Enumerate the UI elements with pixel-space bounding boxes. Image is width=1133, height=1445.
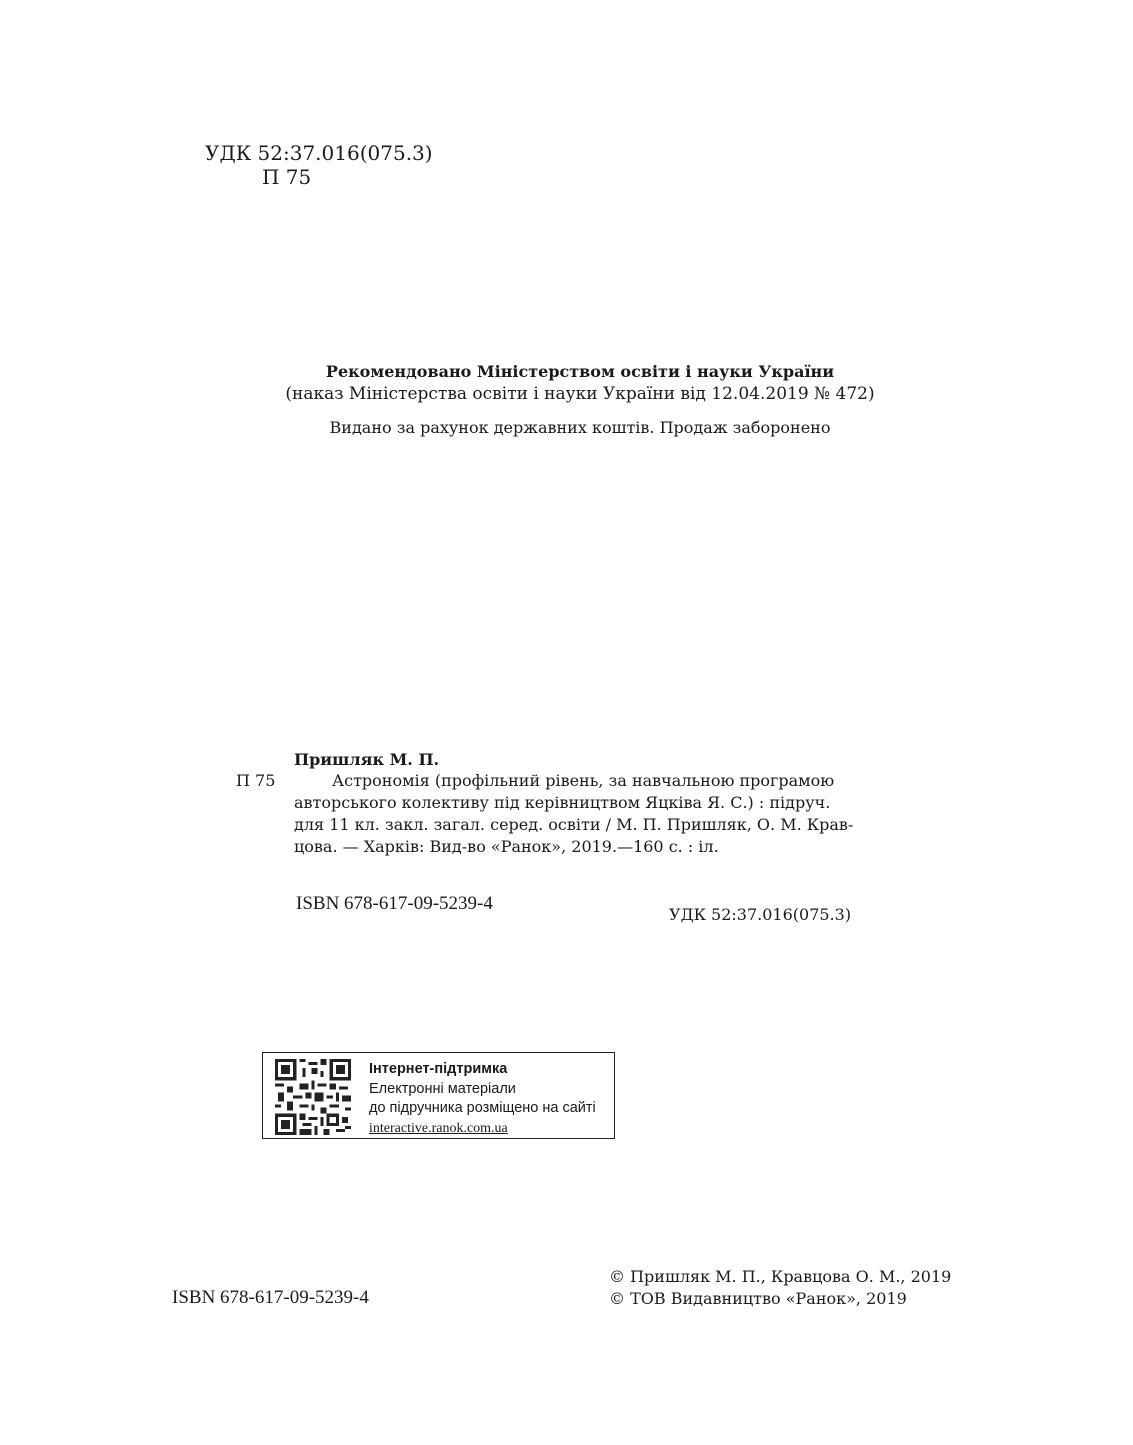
support-title: Інтернет-підтримка: [369, 1061, 508, 1077]
udk-top-code: УДК 52:37.016(075.3): [205, 141, 433, 165]
support-line-2: до підручника розміщено на сайті: [369, 1100, 596, 1116]
copyright-authors: © Пришляк М. П., Кравцова О. М., 2019: [609, 1267, 952, 1286]
bib-isbn: ISBN 678-617-09-5239-4: [296, 893, 493, 914]
support-line-1: Електронні матеріали: [369, 1080, 516, 1097]
author-sign-top: П 75: [262, 165, 312, 189]
recommendation-title: Рекомендовано Міністерством освіти і науки України: [325, 362, 835, 381]
support-text: [369, 1060, 596, 1138]
recommendation-note: Видано за рахунок державних коштів. Продаж заборонено: [329, 418, 831, 437]
recommendation-order: (наказ Міністерства освіти і науки України від 12.04.2019 № 472): [285, 384, 875, 404]
bib-line: авторського колективу під керівництвом Яцківа Я. С.) : підруч.: [294, 793, 831, 812]
support-link[interactable]: interactive.ranok.com.ua: [369, 1120, 508, 1136]
bib-description: [294, 770, 862, 858]
bib-code: П 75: [236, 771, 276, 790]
qr-code-icon[interactable]: [274, 1059, 352, 1135]
internet-support-box: [262, 1052, 615, 1139]
footer-isbn: ISBN 678-617-09-5239-4: [172, 1287, 369, 1308]
udk-header: [205, 141, 433, 189]
bib-line: Астрономія (профільний рівень, за навчальною програмою: [332, 771, 835, 790]
bib-line: для 11 кл. закл. загал. серед. освіти / М. П. Пришляк, О. М. Крав-: [294, 815, 854, 834]
bib-udk: УДК 52:37.016(075.3): [669, 905, 852, 924]
bib-line: цова. — Харків: Вид-во «Ранок», 2019.—160 с. : іл.: [294, 837, 719, 856]
bib-author: Пришляк М. П.: [294, 750, 440, 769]
copyright-publisher: © ТОВ Видавництво «Ранок», 2019: [609, 1289, 907, 1308]
